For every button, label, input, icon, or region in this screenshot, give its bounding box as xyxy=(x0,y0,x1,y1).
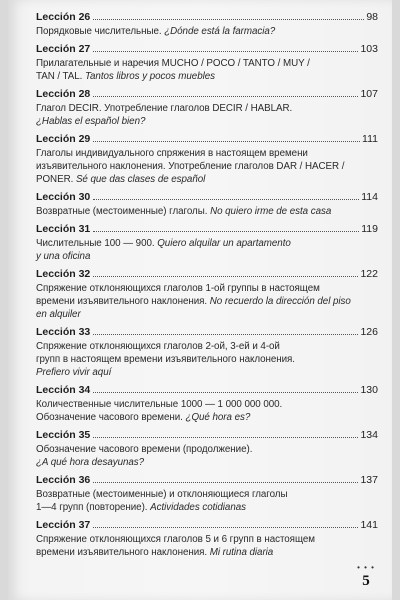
lesson-description-line xyxy=(36,308,378,321)
grammar-topic: PONER. xyxy=(36,174,76,185)
toc-entry xyxy=(36,473,378,514)
toc-entry xyxy=(36,428,378,469)
lesson-title: Lección 26 xyxy=(36,11,91,23)
lesson-page-number: 98 xyxy=(366,11,378,23)
lesson-description-line xyxy=(36,70,378,83)
grammar-topic: Спряжение отклоняющихся глаголов 1-ой группы в настоящем xyxy=(36,283,320,294)
lesson-title: Lección 35 xyxy=(36,429,91,441)
dot-leader xyxy=(93,231,359,232)
grammar-topic: групп в настоящем времени изъявительного наклонения. xyxy=(36,354,295,365)
grammar-topic: изъявительного наклонения. Употребление глаголов DAR / HACER / xyxy=(36,161,345,172)
toc-entry xyxy=(36,222,378,263)
grammar-topic: Прилагательные и наречия MUCHO / POCO / TANTO / MUY / xyxy=(36,58,310,69)
toc-entry-heading xyxy=(36,473,378,488)
grammar-topic: времени изъявительного наклонения. xyxy=(36,296,210,307)
toc-entry-heading xyxy=(36,428,378,443)
example-phrase: Mi rutina diaria xyxy=(209,547,274,558)
toc-entry xyxy=(36,383,378,424)
grammar-topic: Обозначение часового времени (продолжение). xyxy=(36,444,253,455)
lesson-description-line xyxy=(36,115,378,128)
lesson-title: Lección 36 xyxy=(36,474,91,486)
toc-entry xyxy=(36,10,378,38)
toc-entry-heading xyxy=(36,383,378,398)
toc-entry xyxy=(36,190,378,218)
lesson-description-line xyxy=(36,250,378,263)
example-phrase: No recuerdo la dirección del piso xyxy=(209,296,351,307)
grammar-topic: Спряжение отклоняющихся глаголов 2-ой, 3-ей и 4-ой xyxy=(36,341,280,352)
grammar-topic: времени изъявительного наклонения. xyxy=(36,547,210,558)
lesson-title: Lección 29 xyxy=(36,133,91,145)
grammar-topic: Количественные числительные 1000 — 1 000 000 000. xyxy=(36,399,283,410)
example-phrase: Quiero alquilar un apartamento xyxy=(157,238,291,249)
dot-leader xyxy=(93,141,360,142)
lesson-description-line xyxy=(36,340,378,353)
lesson-description-line xyxy=(36,237,378,250)
lesson-description-line xyxy=(36,443,378,456)
lesson-title: Lección 37 xyxy=(36,519,91,531)
book-page xyxy=(8,0,392,600)
lesson-description-line xyxy=(36,411,378,424)
lesson-title: Lección 27 xyxy=(36,43,91,55)
toc-entry-heading xyxy=(36,87,378,102)
example-phrase: y una oficina xyxy=(36,251,91,262)
lesson-description-line xyxy=(36,546,378,559)
toc-entry-heading xyxy=(36,518,378,533)
toc-entry xyxy=(36,42,378,83)
lesson-page-number: 119 xyxy=(361,223,378,235)
toc-entry-heading xyxy=(36,267,378,282)
example-phrase: ¿Qué hora es? xyxy=(185,412,251,423)
lesson-page-number: 137 xyxy=(360,474,378,486)
dot-leader xyxy=(93,19,364,20)
lesson-page-number: 134 xyxy=(360,429,378,441)
grammar-topic: Глагол DECIR. Употребление глаголов DECIR / HABLAR. xyxy=(36,103,293,114)
lesson-page-number: 141 xyxy=(360,519,378,531)
table-of-contents xyxy=(36,10,378,563)
toc-entry xyxy=(36,132,378,186)
toc-entry-heading xyxy=(36,222,378,237)
dot-leader xyxy=(93,199,359,200)
dot-leader xyxy=(93,482,358,483)
lesson-title: Lección 31 xyxy=(36,223,91,235)
page-number: 5 xyxy=(362,573,370,589)
example-phrase: ¿A qué hora desayunas? xyxy=(36,457,145,468)
lesson-description-line xyxy=(36,353,378,366)
dot-leader xyxy=(93,527,358,528)
lesson-description-line xyxy=(36,57,378,70)
dot-leader xyxy=(93,334,358,335)
toc-entry-heading xyxy=(36,42,378,57)
lesson-title: Lección 32 xyxy=(36,268,91,280)
lesson-page-number: 111 xyxy=(362,133,378,145)
toc-entry-heading xyxy=(36,325,378,340)
lesson-title: Lección 34 xyxy=(36,384,91,396)
toc-entry xyxy=(36,518,378,559)
page-number-dots: • • • xyxy=(357,563,375,572)
toc-entry-heading xyxy=(36,10,378,25)
lesson-description-line xyxy=(36,147,378,160)
lesson-page-number: 114 xyxy=(361,191,378,203)
dot-leader xyxy=(93,392,358,393)
page-folio xyxy=(355,565,377,589)
lesson-title: Lección 28 xyxy=(36,88,91,100)
lesson-description-line xyxy=(36,533,378,546)
dot-leader xyxy=(93,276,358,277)
lesson-description-line xyxy=(36,488,378,501)
grammar-topic: TAN / TAL. xyxy=(36,71,85,82)
grammar-topic: Порядковые числительные. xyxy=(36,26,165,37)
grammar-topic: Спряжение отклоняющихся глаголов 5 и 6 групп в настоящем xyxy=(36,534,315,545)
grammar-topic: Числительные 100 — 900. xyxy=(36,238,158,249)
toc-entry xyxy=(36,267,378,321)
grammar-topic: Возвратные (местоименные) и отклоняющиеся глаголы xyxy=(36,489,288,500)
lesson-description-line xyxy=(36,366,378,379)
lesson-description-line xyxy=(36,173,378,186)
example-phrase: Actividades cotidianas xyxy=(150,502,246,513)
toc-entry xyxy=(36,325,378,379)
example-phrase: ¿Dónde está la farmacia? xyxy=(164,26,276,37)
lesson-description-line xyxy=(36,282,378,295)
example-phrase: No quiero irme de esta casa xyxy=(210,206,332,217)
lesson-title: Lección 30 xyxy=(36,191,91,203)
lesson-description-line xyxy=(36,102,378,115)
lesson-description-line xyxy=(36,160,378,173)
lesson-description-line xyxy=(36,25,378,38)
example-phrase: Prefiero vivir aquí xyxy=(36,367,112,378)
lesson-page-number: 126 xyxy=(360,326,378,338)
lesson-title: Lección 33 xyxy=(36,326,91,338)
example-phrase: ¿Hablas el español bien? xyxy=(36,116,146,127)
lesson-page-number: 122 xyxy=(360,268,378,280)
example-phrase: en alquiler xyxy=(36,309,81,320)
lesson-description-line xyxy=(36,398,378,411)
toc-entry-heading xyxy=(36,132,378,147)
dot-leader xyxy=(93,96,358,97)
lesson-description-line xyxy=(36,205,378,218)
lesson-description-line xyxy=(36,501,378,514)
example-phrase: Tantos libros y pocos muebles xyxy=(85,71,215,82)
toc-entry-heading xyxy=(36,190,378,205)
grammar-topic: Обозначение часового времени. xyxy=(36,412,186,423)
toc-entry xyxy=(36,87,378,128)
lesson-description-line xyxy=(36,456,378,469)
grammar-topic: Глаголы индивидуального спряжения в настоящем времени xyxy=(36,148,308,159)
grammar-topic: 1—4 групп (повторение). xyxy=(36,502,151,513)
dot-leader xyxy=(93,51,358,52)
example-phrase: Sé que das clases de español xyxy=(75,174,206,185)
grammar-topic: Возвратные (местоименные) глаголы. xyxy=(36,206,211,217)
lesson-description-line xyxy=(36,295,378,308)
lesson-page-number: 107 xyxy=(360,88,378,100)
dot-leader xyxy=(93,437,358,438)
lesson-page-number: 103 xyxy=(360,43,378,55)
lesson-page-number: 130 xyxy=(360,384,378,396)
